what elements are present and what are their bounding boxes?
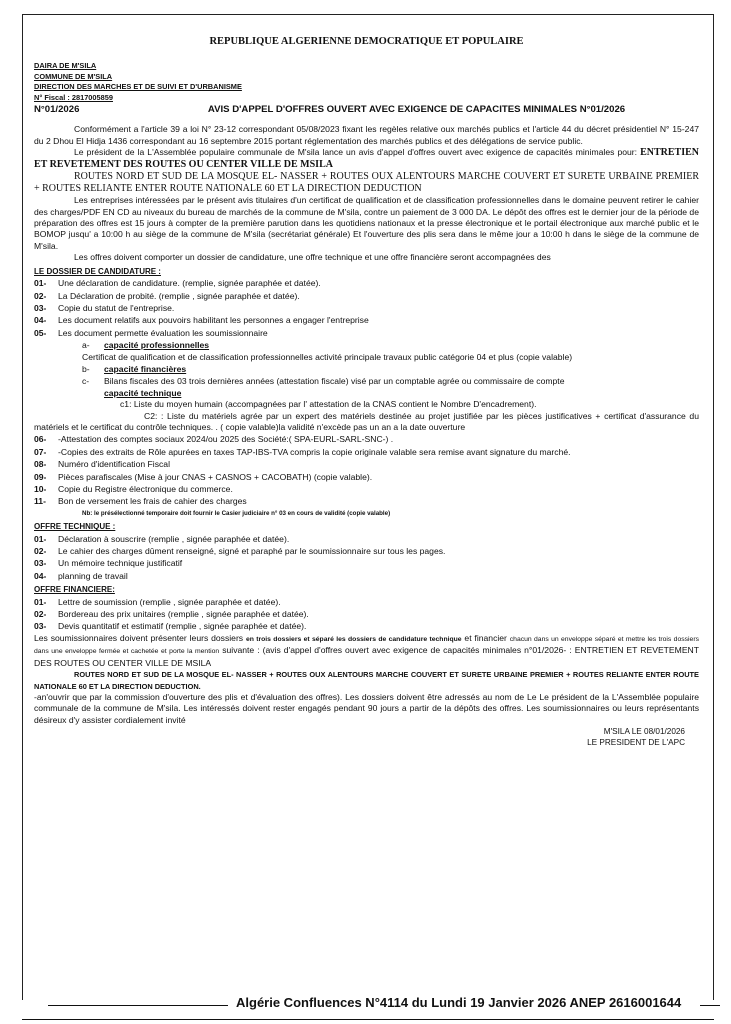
list-item xyxy=(34,291,699,302)
list-item xyxy=(34,315,699,326)
list-item xyxy=(34,621,699,632)
list-item xyxy=(34,278,699,289)
item-text: Les document permette évaluation les soumissionnaire xyxy=(58,327,268,338)
item-text: La Déclaration de probité. (remplie , signée paraphée et datée). xyxy=(58,290,300,301)
sub-item-letter: a- xyxy=(82,340,90,351)
sub-item-label: capacité financières xyxy=(104,363,187,374)
item-number: 03- xyxy=(34,558,47,569)
item-number: 01- xyxy=(34,596,47,607)
sub-item-b xyxy=(82,364,699,375)
list-item xyxy=(34,328,699,339)
publication-reference: Algérie Confluences N°4114 du Lundi 19 Janvier 2026 ANEP 2616001644 xyxy=(236,995,682,1010)
signature-place-date: M'SILA LE 08/01/2026 xyxy=(603,727,685,737)
commune-label: COMMUNE DE M'SILA xyxy=(34,71,113,81)
item-text: Numéro d'identification Fiscal xyxy=(58,459,170,470)
intro-legal-basis: Conformément a l'article 39 a loi N° 23-12 correspondant 05/08/2023 fixant les regèles relative oux marchés publics et l'article 44 du décret présidentiel N° 15-247 du 2 Dhou El Hidja 1436 correspondant au 16 septembre 2015 portant réglementation des marchés publics et des délégations de service public. xyxy=(34,124,699,146)
item-text: -Copies des extraits de Rôle apurées en taxes TAP-IBS-TVA compris la copie originale valable sera remise avant signature du marché. xyxy=(58,446,571,457)
intro-conditions: Les entreprises intéressées par le présent avis titulaires d'un certificat de qualification et de classification professionnelles dans le domaine peuvent retirer le cahier des charges/PDF EN CD au niveaux du bureau de marchés de la commune de M'sila, contre un paiement de 3 000 DA. Le dépôt des offres est le dernier jour de la période de préparation des offres est 15 jours à compter de la première parution dans les quotidiens nationaux et la presse électronique et le portail électronique aux marché public et le BOMOP jusqu' a 10:00 h au siège de la commune de M'sila (secrétariat générale) Et l'ouverture des plis sera dans le même jour a 10:00 h dans le siège de la commune de M'sila. xyxy=(34,195,699,251)
closing-text: en trois dossiers et séparé les dossiers de candidature technique xyxy=(245,635,462,643)
dossier-heading: LE DOSSIER DE CANDIDATURE : xyxy=(34,266,161,276)
daira-label: DAIRA DE M'SILA xyxy=(34,61,97,71)
item-number: 04- xyxy=(34,315,47,326)
direction-label: DIRECTION DES MARCHES ET DE SUIVI ET D'URBANISME xyxy=(34,82,242,92)
closing-routes: ROUTES NORD ET SUD DE LA MOSQUE EL- NASSER + ROUTES OUX ALENTOURS MARCHE COUVERT ET SURETE URBAINE PREMIER + ROUTES RELIANTE ENTER ROUTE NATIONALE 60 ET LA DIRECTION DEDUCTION. xyxy=(34,670,699,691)
item-text: Une déclaration de candidature. (remplie, signée paraphée et datée). xyxy=(58,278,321,289)
sub-item-a-text: Certificat de qualification et de classification professionnelles activité principale travaux public catégorie 04 et plus (copie valable) xyxy=(82,351,573,362)
project-routes: ROUTES NORD ET SUD DE LA MOSQUE EL- NASSER + ROUTES OUX ALENTOURS MARCHE COUVERT ET SURETE URBAINE PREMIER + ROUTES RELIANTE ENTER ROUTE NATIONALE 60 ET LA DIRECTION DEDUCTION xyxy=(34,171,699,195)
item-number: 02- xyxy=(34,290,47,301)
fiscal-number: N° Fiscal : 2817005859 xyxy=(34,92,113,102)
sub-item-c xyxy=(82,376,699,387)
footer-rule-right xyxy=(700,1005,720,1006)
item-number: 11- xyxy=(34,496,46,507)
sub-item-a xyxy=(82,340,699,351)
technique-heading: OFFRE TECHNIQUE : xyxy=(34,522,116,532)
signature-title: LE PRESIDENT DE L'APC xyxy=(587,738,685,748)
reference-number: N°01/2026 xyxy=(34,104,80,116)
item-text: Lettre de soumission (remplie , signée paraphée et datée). xyxy=(58,596,281,607)
item-text: Copie du Registre électronique du commerce. xyxy=(58,484,233,494)
sub-item-text: Bilans fiscales des 03 trois dernières années (attestation fiscale) visé par un comptable agrée ou commissaire de compte xyxy=(104,376,565,387)
item-number: 02- xyxy=(34,546,47,557)
avis-title: AVIS D'APPEL D'OFFRES OUVERT AVEC EXIGENCE DE CAPACITES MINIMALES N°01/2026 xyxy=(207,104,626,116)
item-number: 07- xyxy=(34,446,47,457)
sub-item-c1: c1: Liste du moyen humain (accompagnées par l' attestation de la CNAS contient le Nombre D'encadrement). xyxy=(120,399,537,410)
item-text: Un mémoire technique justificatif xyxy=(58,558,183,569)
publication-footer xyxy=(0,995,731,1019)
list-item xyxy=(34,597,699,608)
item-number: 03- xyxy=(34,302,47,313)
item-text: Devis quantitatif et estimatif (remplie , signée paraphée et datée). xyxy=(58,621,307,632)
bottom-rule xyxy=(22,1019,714,1020)
item-text: planning de travail xyxy=(58,570,128,581)
item-text: Bordereau des prix unitaires (remplie , signée paraphée et datée). xyxy=(58,609,309,620)
list-item xyxy=(34,484,699,495)
item-number: 09- xyxy=(34,471,47,482)
tender-notice xyxy=(34,34,699,748)
list-item xyxy=(34,496,699,507)
sub-item-c-label: capacité technique xyxy=(104,387,182,398)
closing-text: et financier xyxy=(464,632,507,643)
list-item xyxy=(34,472,699,483)
list-item xyxy=(34,447,699,458)
item-text: Pièces parafiscales (Mise à jour CNAS + CASNOS + CACOBATH) (copie valable). xyxy=(58,471,373,482)
financiere-heading: OFFRE FINANCIERE: xyxy=(34,585,115,595)
item-text: Les document relatifs aux pouvoirs habilitant les personnes a engager l'entreprise xyxy=(58,315,369,326)
list-item xyxy=(34,459,699,470)
list-item xyxy=(34,546,699,557)
footer-rule-left xyxy=(48,1005,228,1006)
item-number: 04- xyxy=(34,570,47,581)
closing-text: chacun dans un enveloppe séparé et mettre les trois dossiers dans une enveloppe fermée et cachetée et porte la mention xyxy=(34,635,699,656)
list-item xyxy=(34,303,699,314)
list-item xyxy=(34,571,699,582)
sub-item-label: capacité professionnelles xyxy=(104,340,210,351)
sub-item-letter: b- xyxy=(82,363,90,374)
item-number: 02- xyxy=(34,609,47,620)
reference-line xyxy=(34,104,699,115)
item-text: -Attestation des comptes sociaux 2024/ou 2025 des Société:( SPA-EURL-SARL-SNC-) . xyxy=(58,434,394,445)
closing-text: Les soumissionnaires doivent présenter leurs dossiers xyxy=(34,632,244,643)
closing-paragraph xyxy=(34,633,699,669)
list-item xyxy=(34,609,699,620)
item-number: 06- xyxy=(34,434,47,445)
intro-object xyxy=(34,147,699,171)
intro-object-text: Le président de la L'Assemblée populaire communale de M'sila lance un avis d'appel d'offres ouvert avec exigence de capacités minimales pour: xyxy=(74,147,638,158)
item-text: Le cahier des charges dûment renseigné, signé et paraphé par le soumissionnaire sur tous les pages. xyxy=(58,546,446,557)
republic-title: REPUBLIQUE ALGERIENNE DEMOCRATIQUE ET POPULAIRE xyxy=(209,36,524,47)
closing-conditions: -an'ouvrir que par la commission d'ouverture des plis et d'évaluation des offres). Les dossiers doivent être adressés au nom de Le Le président de la L'Assemblée populaire communale de la commune de M'sila. Les intéressés doivent rester engagés pendant 90 jours a partir de la dépôts des offres. Les soumissionnaires ou leurs représentants désireux d'y assister cordialement invité xyxy=(34,691,699,725)
list-item xyxy=(34,558,699,569)
list-item xyxy=(34,534,699,545)
item-number: 05- xyxy=(34,327,47,338)
item-number: 01- xyxy=(34,533,47,544)
item-text: Bon de versement les frais de cahier des charges xyxy=(58,496,247,507)
item-text: Copie du statut de l'entreprise. xyxy=(58,302,175,313)
closing-text: suivante : (avis d'appel d'offres ouvert avec exigence de capacités minimales n°01/2026- : ENTRETIEN ET REVETEMENT DES ROUTES OU CENTER VILLE DE MSILA xyxy=(34,645,700,668)
intro-offers: Les offres doivent comporter un dossier de candidature, une offre technique et une offre financière seront accompagnées des xyxy=(74,252,551,263)
sub-item-c2: C2: : Liste du matériels agrée par un expert des matériels destinée au projet justifiée par les pièces justificatives + certificat d'assurance du matériels et le certificat du contrôle techniques. . ( copie valable)la validité n'excède pas un an a la date ouverture xyxy=(34,410,699,432)
nb-note: Nb: le présélectionné temporaire doit fournir le Casier judiciaire n° 03 en cours de validité (copie valable) xyxy=(82,509,391,517)
project-title: ENTRETIEN ET REVETEMENT DES ROUTES OU CENTER VILLE DE MSILA xyxy=(34,147,699,171)
item-number: 01- xyxy=(34,278,47,289)
item-number: 08- xyxy=(34,459,47,470)
item-number: 03- xyxy=(34,621,47,632)
item-number: 10- xyxy=(34,484,47,494)
list-item xyxy=(34,434,699,445)
sub-item-letter: c- xyxy=(82,376,90,387)
item-text: Déclaration à souscrire (remplie , signée paraphée et datée). xyxy=(58,533,290,544)
